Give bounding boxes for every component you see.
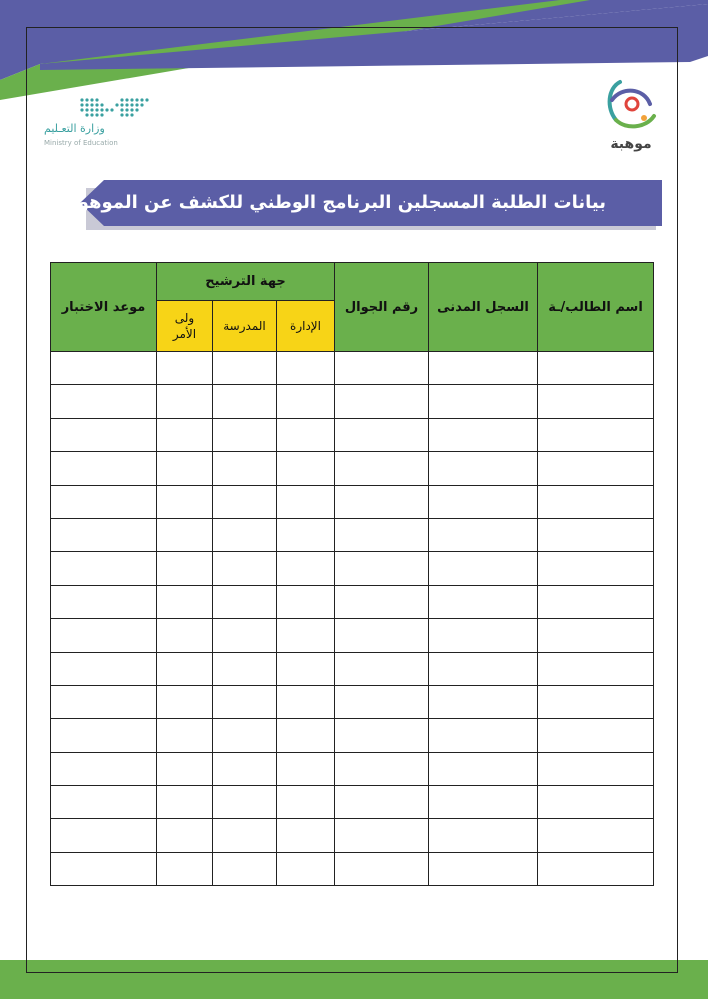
table-cell[interactable]	[157, 585, 213, 618]
table-cell[interactable]	[51, 352, 157, 385]
table-cell[interactable]	[213, 619, 277, 652]
table-cell[interactable]	[335, 385, 429, 418]
subheader-school: المدرسة	[213, 301, 277, 352]
table-cell[interactable]	[429, 852, 538, 885]
table-cell[interactable]	[429, 518, 538, 551]
students-table-body	[51, 352, 654, 886]
table-row	[51, 619, 654, 652]
header-test-date: موعد الاختبار	[51, 263, 157, 352]
table-cell[interactable]	[335, 852, 429, 885]
table-row	[51, 819, 654, 852]
table-cell[interactable]	[51, 685, 157, 718]
table-cell[interactable]	[277, 852, 335, 885]
table-row	[51, 385, 654, 418]
table-cell[interactable]	[277, 452, 335, 485]
table-cell[interactable]	[51, 585, 157, 618]
table-cell[interactable]	[51, 552, 157, 585]
subheader-administration: الإدارة	[277, 301, 335, 352]
table-cell[interactable]	[51, 786, 157, 819]
table-cell[interactable]	[213, 719, 277, 752]
table-cell[interactable]	[277, 352, 335, 385]
table-cell[interactable]	[157, 619, 213, 652]
table-cell[interactable]	[157, 819, 213, 852]
table-cell[interactable]	[429, 585, 538, 618]
table-cell[interactable]	[277, 752, 335, 785]
table-cell[interactable]	[335, 418, 429, 451]
table-cell[interactable]	[277, 786, 335, 819]
mawhiba-wordmark: موهبة	[610, 136, 652, 152]
table-row	[51, 552, 654, 585]
mawhiba-emblem-icon	[602, 78, 658, 136]
students-table	[50, 262, 654, 886]
table-cell[interactable]	[213, 385, 277, 418]
table-cell[interactable]	[335, 786, 429, 819]
table-row	[51, 652, 654, 685]
table-cell[interactable]	[213, 852, 277, 885]
table-cell[interactable]	[538, 752, 654, 785]
table-cell[interactable]	[429, 786, 538, 819]
table-cell[interactable]	[335, 352, 429, 385]
table-cell[interactable]	[51, 518, 157, 551]
table-row	[51, 585, 654, 618]
table-cell[interactable]	[277, 385, 335, 418]
table-cell[interactable]	[51, 719, 157, 752]
table-cell[interactable]	[538, 619, 654, 652]
table-cell[interactable]	[429, 418, 538, 451]
title-banner	[47, 180, 662, 234]
table-cell[interactable]	[277, 719, 335, 752]
table-cell[interactable]	[277, 619, 335, 652]
table-cell[interactable]	[51, 819, 157, 852]
table-cell[interactable]	[213, 352, 277, 385]
table-cell[interactable]	[213, 585, 277, 618]
header-mobile: رقم الجوال	[335, 263, 429, 352]
header-nomination: جهة الترشيح	[157, 263, 335, 301]
table-cell[interactable]	[213, 786, 277, 819]
table-cell[interactable]	[335, 752, 429, 785]
table-cell[interactable]	[538, 719, 654, 752]
table-cell[interactable]	[429, 385, 538, 418]
table-cell[interactable]	[157, 685, 213, 718]
table-cell[interactable]	[157, 786, 213, 819]
table-cell[interactable]	[429, 485, 538, 518]
table-cell[interactable]	[277, 518, 335, 551]
table-cell[interactable]	[335, 719, 429, 752]
table-row	[51, 452, 654, 485]
table-cell[interactable]	[51, 852, 157, 885]
table-cell[interactable]	[213, 552, 277, 585]
table-cell[interactable]	[538, 585, 654, 618]
table-cell[interactable]	[429, 352, 538, 385]
ministry-name-english: Ministry of Education	[44, 139, 118, 147]
table-cell[interactable]	[213, 518, 277, 551]
table-row	[51, 852, 654, 885]
table-cell[interactable]	[157, 719, 213, 752]
table-cell[interactable]	[429, 719, 538, 752]
table-cell[interactable]	[538, 819, 654, 852]
table-cell[interactable]	[157, 518, 213, 551]
table-cell[interactable]	[277, 819, 335, 852]
table-cell[interactable]	[429, 752, 538, 785]
table-cell[interactable]	[429, 685, 538, 718]
ministry-name-arabic: وزارة التعـليم	[44, 122, 105, 135]
table-row	[51, 352, 654, 385]
table-cell[interactable]	[429, 652, 538, 685]
mawhiba-logo	[596, 78, 666, 158]
table-cell[interactable]	[538, 418, 654, 451]
table-cell[interactable]	[157, 752, 213, 785]
table-cell[interactable]	[213, 752, 277, 785]
table-cell[interactable]	[538, 518, 654, 551]
table-cell[interactable]	[538, 685, 654, 718]
table-cell[interactable]	[51, 452, 157, 485]
table-cell[interactable]	[335, 485, 429, 518]
table-row	[51, 485, 654, 518]
table-cell[interactable]	[335, 819, 429, 852]
ministry-of-education-logo	[42, 96, 152, 156]
table-cell[interactable]	[335, 619, 429, 652]
table-cell[interactable]	[429, 619, 538, 652]
table-cell[interactable]	[538, 852, 654, 885]
table-cell[interactable]	[51, 619, 157, 652]
table-cell[interactable]	[157, 385, 213, 418]
subheader-guardian	[157, 301, 213, 352]
table-cell[interactable]	[538, 652, 654, 685]
table-cell[interactable]	[157, 652, 213, 685]
table-cell[interactable]	[277, 485, 335, 518]
table-cell[interactable]	[157, 485, 213, 518]
table-cell[interactable]	[277, 552, 335, 585]
table-cell[interactable]	[51, 752, 157, 785]
table-cell[interactable]	[335, 652, 429, 685]
table-cell[interactable]	[538, 385, 654, 418]
table-cell[interactable]	[335, 518, 429, 551]
table-row	[51, 518, 654, 551]
table-cell[interactable]	[538, 352, 654, 385]
table-cell[interactable]	[213, 685, 277, 718]
table-row	[51, 719, 654, 752]
table-cell[interactable]	[335, 552, 429, 585]
table-row	[51, 786, 654, 819]
table-cell[interactable]	[213, 418, 277, 451]
page-title: بيانات الطلبة المسجلين البرنامج الوطني للكشف عن الموهوبين	[47, 192, 606, 213]
table-cell[interactable]	[538, 485, 654, 518]
table-cell[interactable]	[213, 652, 277, 685]
table-cell[interactable]	[538, 552, 654, 585]
table-cell[interactable]	[538, 786, 654, 819]
table-cell[interactable]	[277, 585, 335, 618]
subheader-guardian-line2: الأمر	[172, 327, 197, 341]
table-cell[interactable]	[157, 418, 213, 451]
table-cell[interactable]	[277, 652, 335, 685]
table-cell[interactable]	[335, 585, 429, 618]
table-cell[interactable]	[51, 385, 157, 418]
table-cell[interactable]	[277, 685, 335, 718]
table-cell[interactable]	[213, 819, 277, 852]
table-cell[interactable]	[51, 418, 157, 451]
table-cell[interactable]	[157, 552, 213, 585]
table-cell[interactable]	[157, 852, 213, 885]
table-row	[51, 685, 654, 718]
table-cell[interactable]	[429, 819, 538, 852]
table-cell[interactable]	[213, 452, 277, 485]
table-cell[interactable]	[213, 485, 277, 518]
table-cell[interactable]	[277, 418, 335, 451]
table-cell[interactable]	[157, 352, 213, 385]
table-cell[interactable]	[335, 452, 429, 485]
table-row	[51, 752, 654, 785]
header-civil-record: السجل المدنى	[429, 263, 538, 352]
table-cell[interactable]	[538, 452, 654, 485]
table-cell[interactable]	[51, 485, 157, 518]
table-row	[51, 418, 654, 451]
table-cell[interactable]	[335, 685, 429, 718]
ministry-dots-icon	[78, 96, 150, 120]
table-cell[interactable]	[429, 452, 538, 485]
subheader-guardian-line1: ولى	[174, 311, 195, 325]
table-cell[interactable]	[51, 652, 157, 685]
header-student-name: اسم الطالب/ـة	[538, 263, 654, 352]
table-cell[interactable]	[429, 552, 538, 585]
table-cell[interactable]	[157, 452, 213, 485]
